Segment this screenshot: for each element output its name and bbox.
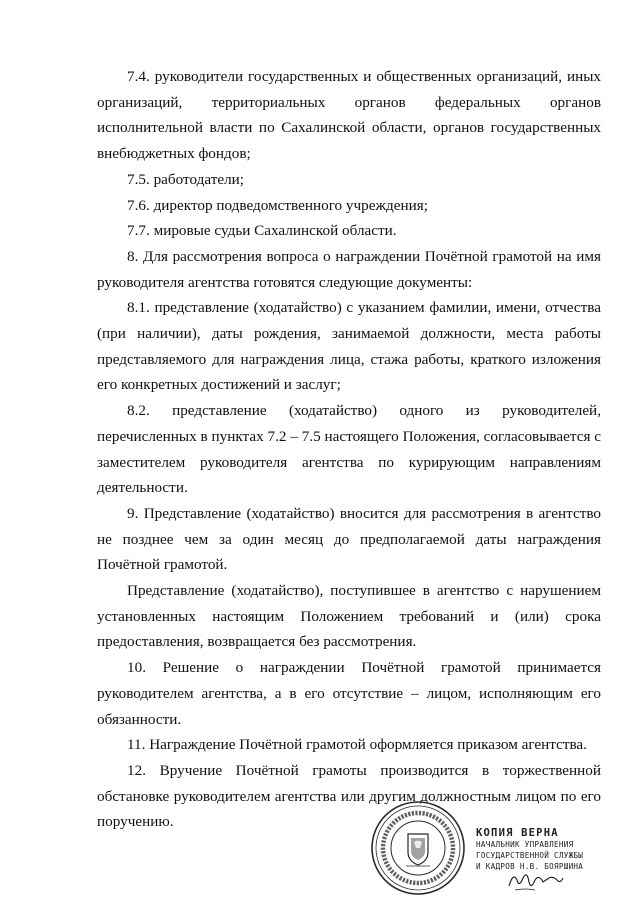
certification-position: НАЧАЛЬНИК УПРАВЛЕНИЯ [476,840,574,849]
certification-copy-true: КОПИЯ ВЕРНА [476,827,559,839]
paragraph-8-1: 8.1. представление (ходатайство) с указанием фамилии, имени, отчества (при наличии), даты рождения, занимаемой должности, места работы представляемого для награждения лица, стажа работы, краткого изложения его конкретных достижений и заслуг; [97,299,601,394]
paragraph-7-6: 7.6. директор подведомственного учреждения; [127,196,428,214]
paragraph-11: 11. Награждение Почётной грамотой оформляется приказом агентства. [127,736,587,754]
paragraph-7-5: 7.5. работодатели; [127,170,245,188]
paragraph-12: 12. Вручение Почётной грамоты производится в торжественной обстановке руководителем агентства или другим должностным лицом по его поручению. [97,761,601,831]
paragraph-10: 10. Решение о награждении Почётной грамотой принимается руководителем агентства, а в его отсутствие – лицом, исполняющим его обязанности. [97,659,601,728]
paragraph-7-7: 7.7. мировые судьи Сахалинской области. [127,222,397,240]
paragraph-7-4: 7.4. руководители государственных и общественных организаций, иных организаций, территориальных органов федеральных органов исполнительной власти по Сахалинской области, органов государственных внебюджетных фондов; [97,68,601,163]
official-seal-icon [370,800,466,896]
paragraph-9: 9. Представление (ходатайство) вносится для рассмотрения в агентство не позднее чем за один месяц до предполагаемой даты награждения Почётной грамотой. [97,504,601,574]
certification-department: ГОСУДАРСТВЕННОЙ СЛУЖБЫ [476,851,584,860]
certification-name: И КАДРОВ Н.В. БОЯРШИНА [476,862,584,871]
handwritten-signature-icon [505,866,565,896]
paragraph-8-2: 8.2. представление (ходатайство) одного из руководителей, перечисленных в пунктах 7.2 – 7.5 настоящего Положения, согласовывается с заместителем руководителя агентства по курирующим направлениям деятельности. [97,402,601,497]
document-body [97,64,601,835]
paragraph-8: 8. Для рассмотрения вопроса о награждении Почётной грамотой на имя руководителя агентства готовятся следующие документы: [97,247,601,291]
paragraph-9-note: Представление (ходатайство), поступившее в агентство с нарушением установленных настоящим Положением требований и (или) срока предоставления, возвращается без рассмотрения. [97,582,601,651]
